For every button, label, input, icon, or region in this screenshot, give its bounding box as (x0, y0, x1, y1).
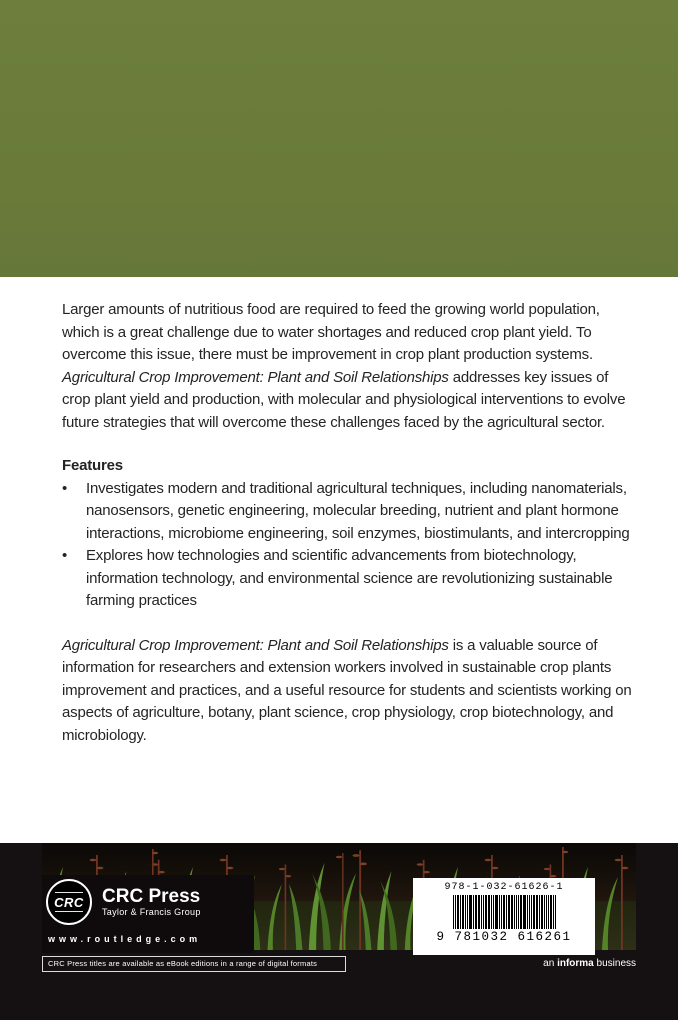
feature-item (62, 478, 632, 546)
feature-item (62, 545, 632, 613)
synopsis-text-lead: Larger amounts of nutritious food are required to feed the growing world population, which is a great challenge due to water shortages and reduced crop plant yield. To overcome this issue, there must be improvement in crop plant production systems. (62, 301, 600, 363)
barcode-bars (453, 895, 556, 929)
isbn-text: 978-1-032-61626-1 (444, 882, 564, 893)
features-list (62, 478, 632, 613)
footer-band (0, 843, 678, 1020)
informa-prefix: an (543, 958, 555, 969)
back-cover-text (62, 299, 632, 747)
crc-logo-text: CRC (54, 894, 84, 910)
publisher-name: CRC Press (102, 885, 201, 907)
book-title-italic: Agricultural Crop Improvement: Plant and Soil Relationships (62, 636, 449, 654)
isbn-barcode (413, 878, 595, 955)
feature-text: Investigates modern and traditional agricultural techniques, including nanomaterials, nanosensors, genetic engineering, molecular breeding, nutrient and plant hormone interactions, microbiome engineering, soil enzymes, biostimulants, and intercropping (86, 479, 630, 542)
publisher-block (42, 875, 254, 953)
feature-text: Explores how technologies and scientific advancements from biotechnology, information technology, and environmental science are revolutionizing sustainable farming practices (86, 547, 613, 609)
ebook-note: CRC Press titles are available as eBook editions in a range of digital formats (42, 956, 346, 972)
isbn-digits: 9 781032 616261 (436, 930, 572, 944)
top-color-band (0, 0, 678, 277)
publisher-website: www.routledge.com (48, 934, 202, 944)
informa-brand (543, 958, 636, 969)
bullet-marker: • (62, 547, 68, 564)
informa-wordmark: informa (557, 958, 594, 969)
features-heading: Features (62, 457, 123, 474)
audience-paragraph (62, 635, 632, 748)
bullet-marker: • (62, 479, 68, 497)
publisher-logo-row (46, 879, 254, 925)
informa-suffix: business (596, 958, 636, 969)
book-title-italic: Agricultural Crop Improvement: Plant and Soil Relationships (62, 368, 449, 386)
synopsis-paragraph (62, 299, 632, 434)
audience-text: is a valuable source of information for researchers and extension workers involved in sustainable crop plants improvement and practices, and a useful resource for students and scientists working on aspects of agriculture, botany, plant science, crop physiology, crop biotechnology, and microbiology. (62, 636, 632, 744)
publisher-group: Taylor & Francis Group (102, 907, 201, 918)
publisher-names (102, 887, 201, 918)
crc-logo (46, 879, 92, 925)
synopsis-text-tail: addresses key issues of crop plant yield and production, with molecular and physiological interventions to evolve future strategies that will overcome these challenges faced by the agricultural sector. (62, 368, 626, 431)
